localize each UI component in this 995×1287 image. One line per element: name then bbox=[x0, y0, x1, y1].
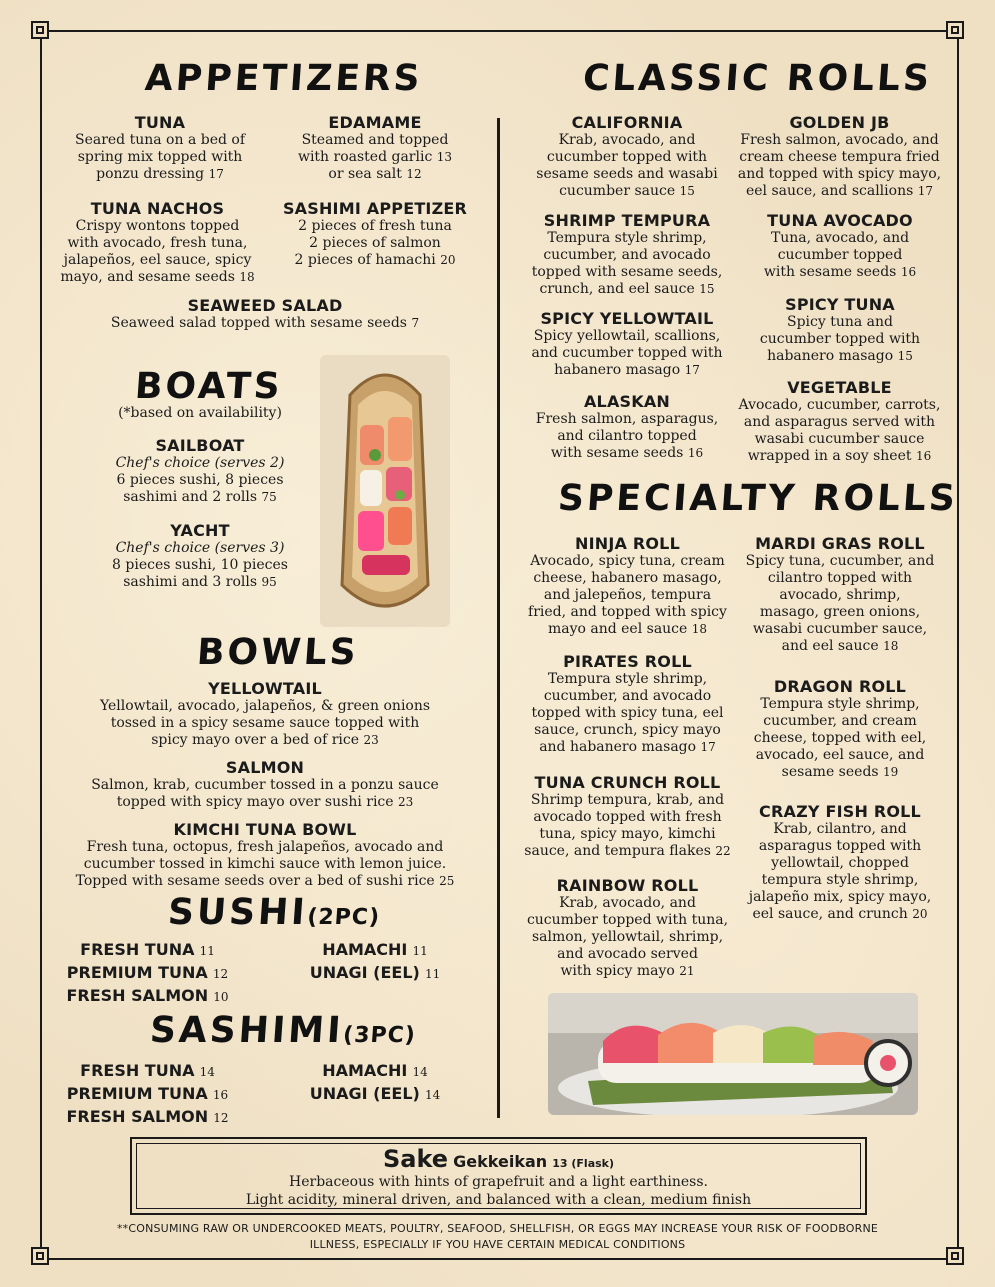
specialty-rolls-heading: SPECIALTY ROLLS bbox=[556, 478, 960, 519]
item-name: VEGETABLE bbox=[787, 378, 892, 397]
menu-item bbox=[50, 199, 265, 286]
item-name: SHRIMP TEMPURA bbox=[543, 211, 711, 230]
item-price: 19 bbox=[883, 765, 899, 779]
item-name: SPICY TUNA bbox=[785, 295, 895, 314]
list-item: UNAGI (EEL) 11 bbox=[309, 963, 441, 982]
rainbow-roll-photo bbox=[548, 993, 918, 1115]
appetizers-heading: APPETIZERS bbox=[143, 58, 424, 99]
menu-item bbox=[275, 113, 475, 183]
item-name: SALMON bbox=[225, 758, 305, 777]
item-description: Fresh tuna, octopus, fresh jalapeños, avocado and cucumber tossed in kimchi sauce with lemon juice. Topped with sesame seeds over a bed of sushi rice 25 bbox=[75, 839, 455, 889]
item-name: SASHIMI APPETIZER bbox=[282, 199, 468, 218]
item-description: Steamed and topped with roasted garlic 13 or sea salt 12 bbox=[297, 132, 453, 182]
menu-item bbox=[520, 876, 735, 980]
boats-heading: BOATS bbox=[133, 366, 285, 407]
boats-note: (*based on availability) bbox=[118, 405, 282, 421]
corner-ornament bbox=[946, 21, 964, 39]
item-price: 15 bbox=[699, 282, 715, 296]
sake-brand: Gekkeikan bbox=[453, 1152, 548, 1171]
item-description: Krab, avocado, and cucumber topped with tuna, salmon, yellowtail, shrimp, and avocado served with spicy mayo 21 bbox=[526, 895, 729, 979]
item-name: SEAWEED SALAD bbox=[187, 296, 343, 315]
item-name: DRAGON ROLL bbox=[773, 677, 907, 696]
list-item: HAMACHI 14 bbox=[322, 1061, 428, 1080]
item-description: Krab, cilantro, and asparagus topped with yellowtail, chopped tempura style shrimp, jalapeño mix, spicy mayo, eel sauce, and crunch 20 bbox=[748, 821, 932, 922]
item-price: 17 bbox=[700, 740, 716, 754]
menu-item bbox=[60, 113, 260, 183]
item-name: YELLOWTAIL bbox=[208, 679, 322, 698]
corner-ornament bbox=[31, 1247, 49, 1265]
menu-item bbox=[60, 679, 470, 749]
sashimi-list-left bbox=[60, 1060, 235, 1129]
menu-item bbox=[520, 652, 735, 756]
menu-item bbox=[735, 802, 945, 923]
item-description: Fresh salmon, avocado, and cream cheese tempura fried and topped with spicy mayo, eel sauce, and scallions 17 bbox=[737, 132, 942, 199]
sake-price: 13 (Flask) bbox=[552, 1157, 615, 1170]
menu-item bbox=[55, 820, 475, 890]
sake-box bbox=[130, 1137, 867, 1215]
item-description: 6 pieces sushi, 8 pieces sashimi and 2 rolls 75 bbox=[116, 472, 284, 505]
item-description: Tuna, avocado, and cucumber topped with sesame seeds 16 bbox=[763, 230, 917, 280]
item-description: Tempura style shrimp, cucumber, and avocado topped with sesame seeds, crunch, and eel sauce 15 bbox=[531, 230, 723, 297]
item-name: TUNA NACHOS bbox=[90, 199, 225, 218]
item-description: Avocado, spicy tuna, cream cheese, habanero masago, and jalepeños, tempura fried, and topped with spicy mayo and eel sauce 18 bbox=[528, 553, 727, 637]
sake-description: Light acidity, mineral driven, and balanced with a clean, medium finish bbox=[245, 1192, 752, 1208]
list-item: FRESH SALMON 12 bbox=[66, 1107, 229, 1126]
column-divider bbox=[497, 118, 500, 1118]
item-description: Yellowtail, avocado, jalapeños, & green onions tossed in a spicy sesame sauce topped with spicy mayo over a bed of rice 23 bbox=[99, 698, 431, 748]
sushi-suffix: (2PC) bbox=[306, 905, 381, 930]
item-description: Tempura style shrimp, cucumber, and cream cheese, topped with eel, avocado, eel sauce, and sesame seeds 19 bbox=[753, 696, 927, 780]
menu-item bbox=[70, 296, 460, 332]
item-price: 25 bbox=[439, 874, 455, 888]
item-price: 23 bbox=[363, 733, 379, 747]
item-name: CRAZY FISH ROLL bbox=[759, 802, 921, 821]
list-item: HAMACHI 11 bbox=[322, 940, 428, 959]
list-item: FRESH TUNA 14 bbox=[80, 1061, 215, 1080]
item-name: GOLDEN JB bbox=[789, 113, 890, 132]
menu-item bbox=[732, 113, 947, 200]
list-item: PREMIUM TUNA 16 bbox=[66, 1084, 229, 1103]
menu-item bbox=[735, 295, 945, 365]
item-price: 75 bbox=[261, 490, 277, 504]
corner-ornament bbox=[31, 21, 49, 39]
sushi-boat-photo bbox=[320, 355, 450, 627]
item-description: 8 pieces sushi, 10 pieces sashimi and 3 rolls 95 bbox=[112, 557, 288, 590]
item-price: 18 bbox=[691, 622, 708, 636]
item-price: 20 bbox=[440, 253, 456, 267]
item-name: CALIFORNIA bbox=[571, 113, 683, 132]
menu-item bbox=[60, 758, 470, 811]
item-price: 22 bbox=[715, 844, 731, 858]
item-description: Salmon, krab, cucumber tossed in a ponzu sauce topped with spicy mayo over sushi rice 23 bbox=[91, 777, 439, 810]
classic-rolls-heading: CLASSIC ROLLS bbox=[581, 58, 934, 99]
menu-item bbox=[520, 773, 735, 860]
item-note: Chef's choice (serves 2) bbox=[115, 455, 285, 471]
item-price: 23 bbox=[398, 795, 414, 809]
item-price: 18 bbox=[239, 270, 255, 284]
menu-item bbox=[520, 534, 735, 638]
corner-ornament bbox=[946, 1247, 964, 1265]
item-price: 12 bbox=[406, 167, 422, 181]
sushi-list-left bbox=[60, 939, 235, 1008]
list-item: UNAGI (EEL) 14 bbox=[309, 1084, 441, 1103]
item-price: 20 bbox=[912, 907, 928, 921]
item-description: Krab, avocado, and cucumber topped with sesame seeds and wasabi cucumber sauce 15 bbox=[536, 132, 718, 199]
sake-description: Herbaceous with hints of grapefruit and a light earthiness. bbox=[289, 1174, 708, 1190]
item-name: SPICY YELLOWTAIL bbox=[540, 309, 714, 328]
item-description: Tempura style shrimp, cucumber, and avocado topped with spicy tuna, eel sauce, crunch, spicy mayo and habanero masago 17 bbox=[531, 671, 724, 755]
item-price: 16 bbox=[900, 265, 917, 279]
sashimi-suffix: (3PC) bbox=[342, 1023, 417, 1048]
item-price: 16 bbox=[915, 449, 932, 463]
menu-item bbox=[522, 392, 732, 462]
item-name: PIRATES ROLL bbox=[563, 652, 692, 671]
item-name: TUNA bbox=[134, 113, 186, 132]
list-item: FRESH TUNA 11 bbox=[80, 940, 215, 959]
item-price: 17 bbox=[684, 363, 700, 377]
item-description: Shrimp tempura, krab, and avocado topped with fresh tuna, spicy mayo, kimchi sauce, and tempura flakes 22 bbox=[524, 792, 731, 859]
sashimi-list-right bbox=[300, 1060, 450, 1106]
item-description: Spicy tuna, cucumber, and cilantro topped with avocado, shrimp, masago, green onions, wasabi cucumber sauce, and eel sauce 18 bbox=[745, 553, 935, 654]
menu-item bbox=[270, 199, 480, 269]
item-price: 21 bbox=[679, 964, 695, 978]
menu-item bbox=[522, 113, 732, 200]
item-price: 7 bbox=[411, 316, 420, 330]
sushi-heading: SUSHI(2PC) bbox=[166, 892, 381, 933]
item-note: Chef's choice (serves 3) bbox=[115, 540, 285, 556]
item-name: TUNA CRUNCH ROLL bbox=[534, 773, 721, 792]
item-description: Crispy wontons topped with avocado, fresh tuna, jalapeños, eel sauce, spicy mayo, and sesame seeds 18 bbox=[60, 218, 255, 285]
item-price: 18 bbox=[883, 639, 899, 653]
item-name: NINJA ROLL bbox=[575, 534, 680, 553]
menu-item bbox=[100, 521, 300, 591]
bowls-heading: BOWLS bbox=[195, 632, 361, 673]
sake-title: Sake bbox=[382, 1145, 449, 1173]
item-description: Spicy yellowtail, scallions, and cucumber topped with habanero masago 17 bbox=[531, 328, 723, 378]
item-price: 16 bbox=[687, 446, 704, 460]
item-description: Avocado, cucumber, carrots, and asparagus served with wasabi cucumber sauce wrapped in a soy sheet 16 bbox=[738, 397, 941, 464]
menu-item bbox=[735, 534, 945, 655]
item-name: YACHT bbox=[170, 521, 230, 540]
list-item: PREMIUM TUNA 12 bbox=[66, 963, 229, 982]
item-description: Spicy tuna and cucumber topped with habanero masago 15 bbox=[759, 314, 921, 364]
item-price: 15 bbox=[897, 349, 913, 363]
sashimi-heading: SASHIMI(3PC) bbox=[148, 1010, 417, 1051]
item-price: 95 bbox=[261, 575, 277, 589]
menu-item bbox=[522, 309, 732, 379]
item-name: MARDI GRAS ROLL bbox=[755, 534, 925, 553]
item-description: Fresh salmon, asparagus, and cilantro topped with sesame seeds 16 bbox=[535, 411, 719, 461]
item-name: SAILBOAT bbox=[155, 436, 245, 455]
item-price: 15 bbox=[679, 184, 695, 198]
sushi-list-right bbox=[300, 939, 450, 985]
food-safety-disclaimer: **CONSUMING RAW OR UNDERCOOKED MEATS, POULTRY, SEAFOOD, SHELLFISH, OR EGGS MAY INCREASE YOUR RISK OF FOODBORNE ILLNESS, ESPECIALLY IF YOU HAVE CERTAIN MEDICAL CONDITIONS bbox=[116, 1222, 879, 1251]
item-price: 13 bbox=[436, 150, 453, 164]
item-name: KIMCHI TUNA BOWL bbox=[173, 820, 357, 839]
item-name: RAINBOW ROLL bbox=[556, 876, 699, 895]
item-price: 17 bbox=[917, 184, 934, 198]
menu-item bbox=[100, 436, 300, 506]
item-description: Seared tuna on a bed of spring mix topped with ponzu dressing 17 bbox=[74, 132, 246, 182]
menu-item bbox=[735, 677, 945, 781]
menu-item bbox=[735, 211, 945, 281]
item-name: ALASKAN bbox=[583, 392, 671, 411]
item-description: Seaweed salad topped with sesame seeds 7 bbox=[110, 315, 420, 331]
menu-item bbox=[732, 378, 947, 465]
menu-item bbox=[522, 211, 732, 298]
list-item: FRESH SALMON 10 bbox=[66, 986, 229, 1005]
item-name: TUNA AVOCADO bbox=[767, 211, 913, 230]
item-name: EDAMAME bbox=[328, 113, 422, 132]
item-description: 2 pieces of fresh tuna 2 pieces of salmon 2 pieces of hamachi 20 bbox=[294, 218, 456, 268]
item-price: 17 bbox=[208, 167, 224, 181]
